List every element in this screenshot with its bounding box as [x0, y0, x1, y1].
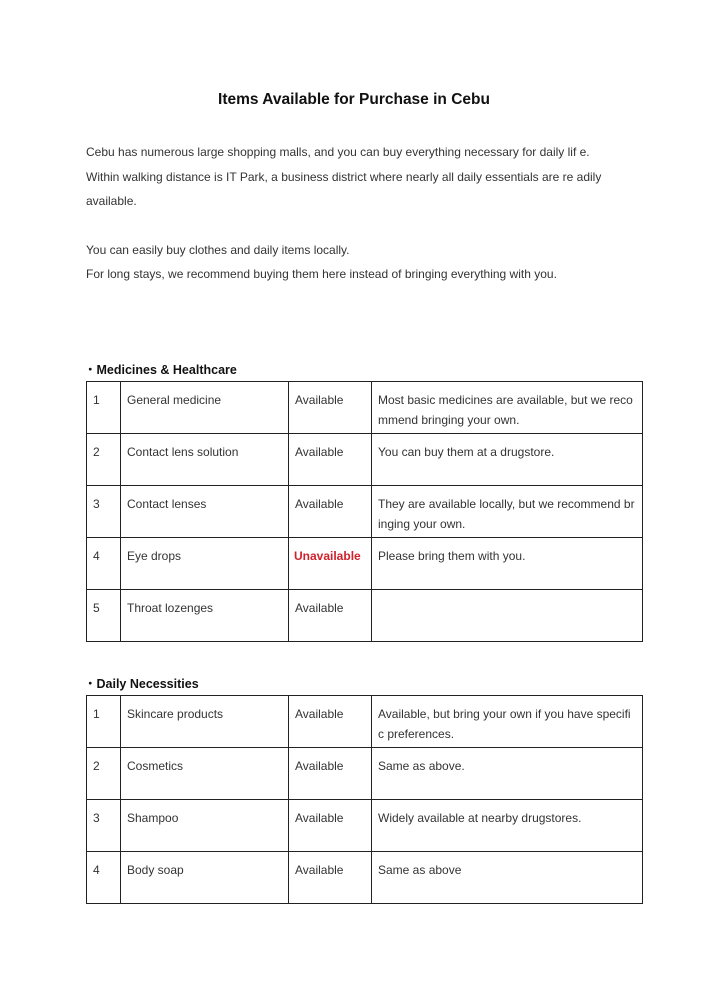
availability-status: Available: [289, 748, 372, 800]
item-note: Same as above: [372, 852, 643, 904]
section-heading-medicines: ・Medicines & Healthcare: [84, 363, 237, 377]
table-row: [87, 434, 643, 486]
availability-status: Available: [289, 696, 372, 748]
intro-paragraph: Cebu has numerous large shopping malls, and you can buy everything necessary for daily lif e.: [86, 145, 590, 159]
availability-status: Available: [289, 434, 372, 486]
availability-status: Available: [289, 590, 372, 642]
paragraph-gap: [86, 214, 626, 238]
availability-status: Available: [289, 382, 372, 434]
item-note: Same as above.: [372, 748, 643, 800]
page-title: Items Available for Purchase in Cebu: [218, 91, 490, 108]
table-row: [87, 748, 643, 800]
item-name: Cosmetics: [121, 748, 289, 800]
item-name: Skincare products: [121, 696, 289, 748]
row-number: 4: [87, 852, 121, 904]
daily-necessities-table: [86, 695, 643, 904]
row-number: 3: [87, 800, 121, 852]
availability-status: Unavailable: [289, 538, 372, 590]
table-row: [87, 696, 643, 748]
availability-status: Available: [289, 800, 372, 852]
item-name: Body soap: [121, 852, 289, 904]
item-note: You can buy them at a drugstore.: [372, 434, 643, 486]
item-name: Contact lenses: [121, 486, 289, 538]
availability-status: Available: [289, 852, 372, 904]
item-name: Shampoo: [121, 800, 289, 852]
row-number: 5: [87, 590, 121, 642]
item-note: Widely available at nearby drugstores.: [372, 800, 643, 852]
row-number: 2: [87, 434, 121, 486]
row-number: 3: [87, 486, 121, 538]
intro-paragraph: For long stays, we recommend buying them here instead of bringing everything with you.: [86, 267, 557, 281]
table-row: [87, 800, 643, 852]
table-row: [87, 382, 643, 434]
intro-paragraph: You can easily buy clothes and daily items locally.: [86, 242, 350, 257]
item-note: [372, 590, 643, 642]
availability-status: Available: [289, 486, 372, 538]
table-row: [87, 538, 643, 590]
table-row: [87, 852, 643, 904]
item-name: Contact lens solution: [121, 434, 289, 486]
section-heading-daily: ・Daily Necessities: [84, 677, 199, 691]
table-row: [87, 486, 643, 538]
table-row: [87, 590, 643, 642]
row-number: 2: [87, 748, 121, 800]
row-number: 1: [87, 696, 121, 748]
item-note: They are available locally, but we recommend bringing your own.: [372, 486, 643, 538]
item-name: General medicine: [121, 382, 289, 434]
row-number: 4: [87, 538, 121, 590]
intro-paragraph: Within walking distance is IT Park, a business district where nearly all daily essentials are re adily available.: [86, 169, 602, 208]
item-name: Throat lozenges: [121, 590, 289, 642]
item-note: Most basic medicines are available, but we recommend bringing your own.: [372, 382, 643, 434]
row-number: 1: [87, 382, 121, 434]
intro-text: [86, 140, 626, 287]
item-note: Available, but bring your own if you have specific preferences.: [372, 696, 643, 748]
medicines-table: [86, 381, 643, 642]
item-name: Eye drops: [121, 538, 289, 590]
item-note: Please bring them with you.: [372, 538, 643, 590]
